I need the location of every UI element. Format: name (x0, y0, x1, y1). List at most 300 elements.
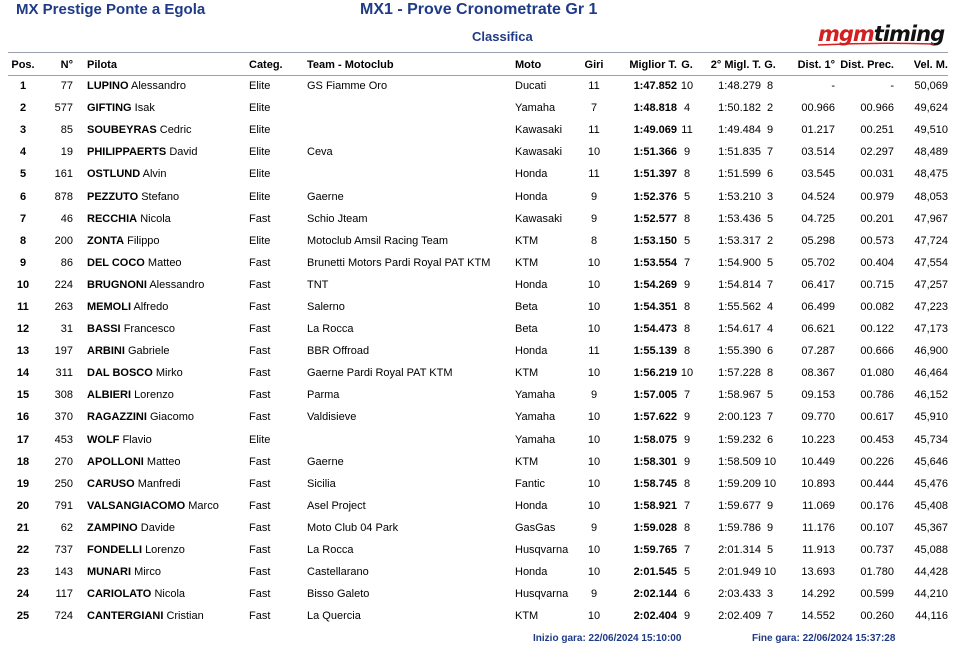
category: Elite (249, 190, 271, 203)
laps: 10 (587, 566, 601, 579)
second-best-time: 2:02.409 (718, 610, 761, 623)
team (307, 119, 515, 141)
rider-name (73, 163, 249, 185)
gap-previous: - (890, 80, 894, 93)
second-best-lap: 8 (766, 80, 774, 93)
team: Moto Club 04 Park (307, 521, 399, 534)
rider-firstname: Alessandro (149, 278, 205, 291)
second-best-lap: 10 (763, 477, 777, 490)
avg-speed: 47,967 (914, 212, 948, 225)
gap-previous: 00.617 (860, 411, 894, 424)
table-row (8, 605, 948, 627)
team: Gaerne Pardi Royal PAT KTM (307, 367, 453, 380)
rider-number: 161 (54, 168, 73, 181)
rider-number: 19 (60, 146, 73, 159)
gap-first: 11.176 (802, 521, 835, 534)
gap-previous: 00.176 (860, 499, 894, 512)
avg-speed: 47,257 (914, 278, 948, 291)
category: Elite (249, 124, 271, 137)
rider-name (73, 97, 249, 119)
table-row (8, 473, 948, 495)
gap-first: 06.417 (801, 278, 835, 291)
best-time: 1:54.473 (633, 323, 677, 336)
second-best-lap: 10 (763, 566, 777, 579)
rider-number: 117 (55, 588, 73, 601)
table-row (8, 296, 948, 318)
rider-number: 263 (54, 300, 73, 313)
rider-surname: CARIOLATO (87, 588, 152, 601)
table-row (8, 208, 948, 230)
rider-firstname: Lorenzo (145, 544, 185, 557)
avg-speed: 47,554 (914, 256, 948, 269)
avg-speed: 45,367 (914, 521, 948, 534)
category: Fast (249, 300, 271, 313)
rider-name (73, 561, 249, 583)
rider-name (73, 517, 249, 539)
laps: 11 (588, 124, 600, 137)
rider-number: 77 (60, 80, 73, 93)
position: 5 (19, 168, 27, 181)
laps: 10 (587, 146, 601, 159)
rider-number: 270 (54, 455, 73, 468)
avg-speed: 48,475 (914, 168, 948, 181)
avg-speed: 48,053 (914, 190, 948, 203)
laps: 10 (587, 433, 601, 446)
rider-surname: VALSANGIACOMO (87, 499, 186, 512)
event-title: MX Prestige Ponte a Egola (16, 1, 206, 18)
best-time: 1:58.075 (633, 433, 677, 446)
gap-first: 05.702 (801, 256, 835, 269)
avg-speed: 46,900 (914, 345, 948, 358)
second-best-lap: 8 (766, 367, 774, 380)
rider-firstname: Matteo (146, 455, 181, 468)
rider-firstname: Matteo (147, 256, 182, 269)
gap-first: 08.367 (801, 367, 835, 380)
table-row (8, 539, 948, 561)
second-best-time: 1:53.317 (718, 234, 761, 247)
bike: KTM (515, 234, 539, 247)
best-time: 1:52.376 (633, 190, 677, 203)
table-row (8, 517, 948, 539)
rider-surname: PHILIPPAERTS (87, 146, 167, 159)
best-time: 1:54.269 (633, 278, 677, 291)
category: Fast (249, 323, 271, 336)
rider-firstname: Gabriele (127, 345, 170, 358)
rider-number: 724 (54, 610, 73, 623)
best-time: 1:59.765 (633, 544, 677, 557)
position: 16 (16, 411, 30, 424)
second-best-lap: 5 (766, 212, 774, 225)
rider-firstname: Cristian (166, 610, 204, 623)
laps: 9 (590, 521, 598, 534)
best-time: 1:55.139 (633, 345, 677, 358)
gap-first: 10.223 (801, 433, 835, 446)
position: 8 (19, 234, 27, 247)
rider-firstname: Filippo (127, 234, 160, 247)
avg-speed: 44,428 (914, 566, 948, 579)
team: Gaerne (307, 455, 344, 468)
second-best-time: 1:54.617 (718, 323, 761, 336)
gap-previous: 00.573 (860, 234, 894, 247)
gap-previous: 00.251 (860, 124, 894, 137)
rider-surname: CARUSO (87, 477, 135, 490)
position: 12 (16, 323, 30, 336)
gap-previous: 00.979 (860, 190, 894, 203)
category: Elite (249, 102, 271, 115)
second-best-lap: 9 (766, 124, 774, 137)
best-lap: 10 (680, 367, 694, 380)
team: Ceva (307, 146, 333, 159)
rider-number: 737 (54, 544, 73, 557)
position: 11 (17, 300, 29, 313)
position: 20 (16, 499, 30, 512)
bike: KTM (515, 610, 539, 623)
col-laps: Giri (584, 59, 604, 71)
best-lap: 9 (683, 278, 691, 291)
table-row (8, 185, 948, 207)
second-best-lap: 3 (766, 190, 774, 203)
best-lap: 5 (683, 190, 691, 203)
rider-number: 46 (60, 212, 73, 225)
rider-firstname: Francesco (123, 323, 176, 336)
gap-first: 05.298 (801, 234, 835, 247)
gap-first: 09.770 (801, 411, 835, 424)
gap-previous: 00.082 (860, 300, 894, 313)
second-best-time: 1:59.232 (718, 433, 761, 446)
second-best-lap: 10 (763, 455, 777, 468)
second-best-time: 2:00.123 (718, 411, 761, 424)
table-row (8, 583, 948, 605)
team: Brunetti Motors Pardi Royal PAT KTM (307, 256, 491, 269)
team (307, 97, 515, 119)
rider-surname: ZAMPINO (87, 521, 138, 534)
gap-previous: 00.226 (860, 455, 894, 468)
gap-previous: 00.966 (860, 102, 894, 115)
gap-first: 06.621 (801, 323, 835, 336)
laps: 10 (587, 300, 601, 313)
team: Schio Jteam (307, 212, 368, 225)
results-table (8, 55, 948, 627)
gap-previous: 00.201 (860, 212, 894, 225)
rider-firstname: Giacomo (149, 411, 194, 424)
rider-surname: LUPINO (87, 80, 129, 93)
laps: 10 (587, 477, 601, 490)
laps: 9 (590, 190, 598, 203)
second-best-time: 1:59.786 (718, 521, 761, 534)
best-lap: 8 (683, 521, 691, 534)
rider-firstname: Marco (188, 499, 219, 512)
laps: 11 (588, 345, 600, 358)
rider-surname: WOLF (87, 433, 120, 446)
gap-first: 11.069 (802, 499, 835, 512)
laps: 10 (587, 455, 601, 468)
rider-name (73, 252, 249, 274)
bike: Kawasaki (515, 212, 563, 225)
bike: Husqvarna (515, 544, 569, 557)
category: Fast (249, 610, 271, 623)
best-time: 1:53.150 (633, 234, 677, 247)
rider-surname: MEMOLI (87, 300, 131, 313)
second-best-time: 2:03.433 (718, 588, 761, 601)
best-lap: 7 (683, 499, 691, 512)
laps: 8 (590, 234, 598, 247)
gap-previous: 00.404 (860, 256, 894, 269)
table-row (8, 451, 948, 473)
col-number: N° (60, 59, 73, 71)
laps: 9 (590, 588, 598, 601)
category: Fast (249, 278, 271, 291)
col-best-time: Miglior T. (629, 59, 677, 71)
second-best-time: 1:57.228 (718, 367, 761, 380)
rider-firstname: Cedric (159, 124, 192, 137)
bike: Husqvarna (515, 588, 569, 601)
avg-speed: 44,210 (914, 588, 948, 601)
gap-previous: 00.122 (860, 323, 894, 336)
category: Fast (249, 389, 271, 402)
rider-name (73, 539, 249, 561)
gap-first: 14.292 (801, 588, 835, 601)
table-row (8, 252, 948, 274)
position: 17 (16, 433, 30, 446)
rider-number: 86 (60, 256, 73, 269)
bike: Yamaha (515, 433, 556, 446)
best-lap: 8 (683, 477, 691, 490)
second-best-lap: 7 (766, 610, 774, 623)
gap-first: - (831, 80, 835, 93)
header-top-rule (8, 52, 948, 53)
col-best-lap: G. (681, 59, 693, 71)
rider-surname: RECCHIA (87, 212, 138, 225)
rider-surname: OSTLUND (87, 168, 141, 181)
team: Castellarano (307, 566, 369, 579)
best-time: 1:59.028 (633, 521, 677, 534)
position: 19 (16, 477, 30, 490)
second-best-lap: 4 (766, 323, 774, 336)
rider-number: 453 (54, 433, 73, 446)
laps: 10 (587, 323, 601, 336)
second-best-time: 1:54.814 (718, 278, 761, 291)
gap-first: 04.725 (801, 212, 835, 225)
logo-part-2: timing (873, 22, 945, 46)
category: Elite (249, 146, 271, 159)
table-row (8, 75, 948, 97)
category: Fast (249, 499, 271, 512)
bike: Kawasaki (515, 146, 563, 159)
col-gap-previous: Dist. Prec. (840, 59, 894, 71)
category: Fast (249, 477, 271, 490)
best-time: 1:54.351 (633, 300, 677, 313)
category: Fast (249, 521, 271, 534)
laps: 11 (588, 80, 600, 93)
second-best-time: 1:55.562 (718, 300, 761, 313)
table-row (8, 97, 948, 119)
avg-speed: 48,489 (914, 146, 948, 159)
session-title: MX1 - Prove Cronometrate Gr 1 (360, 1, 598, 18)
bike: Honda (515, 190, 548, 203)
bike: Fantic (515, 477, 545, 490)
rider-number: 370 (54, 411, 73, 424)
rider-firstname: Alvin (142, 168, 167, 181)
avg-speed: 49,510 (914, 124, 948, 137)
bike: Yamaha (515, 411, 556, 424)
table-row (8, 230, 948, 252)
rider-number: 224 (54, 278, 73, 291)
team (307, 429, 515, 451)
position: 7 (19, 212, 27, 225)
table-row (8, 429, 948, 451)
second-best-lap: 6 (766, 433, 774, 446)
gap-previous: 00.444 (860, 477, 894, 490)
position: 3 (19, 124, 27, 137)
category: Elite (249, 80, 271, 93)
gap-first: 09.153 (801, 389, 835, 402)
bike: Kawasaki (515, 124, 563, 137)
position: 2 (19, 102, 27, 115)
rider-name (73, 384, 249, 406)
rider-number: 197 (54, 345, 73, 358)
rider-surname: BRUGNONI (87, 278, 147, 291)
gap-first: 10.449 (801, 455, 835, 468)
team: Gaerne (307, 190, 344, 203)
rider-number: 31 (60, 323, 73, 336)
second-best-lap: 9 (766, 521, 774, 534)
table-row (8, 318, 948, 340)
bike: KTM (515, 455, 539, 468)
best-time: 2:02.404 (633, 610, 677, 623)
table-row (8, 362, 948, 384)
bike: Honda (515, 278, 548, 291)
best-lap: 10 (680, 80, 694, 93)
rider-surname: GIFTING (87, 102, 132, 115)
col-second-best-lap: G. (764, 59, 776, 71)
rider-name (73, 318, 249, 340)
position: 18 (16, 455, 30, 468)
laps: 9 (590, 212, 598, 225)
second-best-time: 2:01.949 (718, 566, 761, 579)
second-best-lap: 9 (766, 499, 774, 512)
category: Elite (249, 168, 271, 181)
team: La Quercia (307, 610, 361, 623)
second-best-time: 1:55.390 (718, 345, 761, 358)
logo-swoosh (816, 42, 936, 46)
gap-first: 03.514 (801, 146, 835, 159)
laps: 10 (587, 544, 601, 557)
table-row (8, 340, 948, 362)
second-best-time: 1:53.210 (718, 190, 761, 203)
laps: 11 (588, 168, 600, 181)
table-row (8, 274, 948, 296)
rider-name (73, 495, 249, 517)
laps: 10 (587, 367, 601, 380)
rider-name (73, 274, 249, 296)
best-time: 1:49.069 (633, 124, 677, 137)
position: 4 (19, 146, 27, 159)
rider-firstname: Manfredi (137, 477, 181, 490)
second-best-lap: 5 (766, 544, 774, 557)
rider-surname: ALBIERI (87, 389, 131, 402)
rider-surname: BASSI (87, 323, 121, 336)
rider-surname: SOUBEYRAS (87, 124, 157, 137)
rider-name (73, 119, 249, 141)
results-body (8, 75, 948, 627)
gap-previous: 00.031 (860, 168, 894, 181)
second-best-time: 1:58.967 (718, 389, 761, 402)
gap-first: 07.287 (801, 345, 835, 358)
bike: Honda (515, 566, 548, 579)
avg-speed: 45,646 (914, 455, 948, 468)
avg-speed: 44,116 (915, 610, 948, 623)
gap-previous: 00.453 (860, 433, 894, 446)
laps: 9 (590, 389, 598, 402)
best-time: 1:51.397 (633, 168, 677, 181)
bike: KTM (515, 256, 539, 269)
position: 21 (16, 521, 30, 534)
position: 14 (16, 367, 30, 380)
position: 6 (19, 190, 27, 203)
category: Fast (249, 455, 271, 468)
col-avg-speed: Vel. M. (913, 59, 948, 71)
avg-speed: 45,734 (914, 433, 948, 446)
gap-previous: 00.715 (860, 278, 894, 291)
laps: 10 (587, 256, 601, 269)
best-lap: 7 (683, 256, 691, 269)
rider-name (73, 406, 249, 428)
team: La Rocca (307, 544, 354, 557)
laps: 10 (587, 499, 601, 512)
col-rider: Pilota (87, 59, 117, 71)
avg-speed: 47,223 (914, 300, 948, 313)
gap-first: 10.893 (801, 477, 835, 490)
table-row (8, 119, 948, 141)
table-header-row (8, 55, 948, 75)
gap-previous: 00.260 (860, 610, 894, 623)
gap-previous: 01.780 (860, 566, 894, 579)
rider-firstname: Alessandro (131, 80, 187, 93)
logo-part-1: mgm (818, 22, 874, 46)
bike: Beta (515, 300, 538, 313)
second-best-lap: 2 (766, 102, 774, 115)
avg-speed: 47,173 (914, 323, 948, 336)
second-best-time: 2:01.314 (718, 544, 761, 557)
bike: Honda (515, 499, 548, 512)
gap-first: 11.913 (802, 544, 835, 557)
best-lap: 9 (683, 610, 691, 623)
category: Fast (249, 544, 271, 557)
rider-surname: CANTERGIANI (87, 610, 164, 623)
bike: KTM (515, 367, 539, 380)
rider-surname: RAGAZZINI (87, 411, 147, 424)
rider-number: 878 (54, 190, 73, 203)
rider-number: 143 (54, 566, 73, 579)
rider-surname: FONDELLI (87, 544, 142, 557)
rider-number: 85 (60, 124, 73, 137)
best-time: 1:52.577 (633, 212, 677, 225)
best-time: 1:53.554 (633, 256, 677, 269)
race-start-time: Inizio gara: 22/06/2024 15:10:00 (533, 633, 682, 644)
col-pos: Pos. (11, 59, 35, 71)
position: 15 (16, 389, 30, 402)
best-lap: 4 (683, 102, 691, 115)
best-lap: 9 (683, 411, 691, 424)
rider-firstname: Nicola (154, 588, 186, 601)
second-best-lap: 5 (766, 389, 774, 402)
second-best-time: 1:51.835 (718, 146, 761, 159)
rider-number: 311 (55, 367, 73, 380)
classification-subtitle: Classifica (472, 29, 533, 44)
avg-speed: 49,624 (914, 102, 948, 115)
second-best-time: 1:58.509 (718, 455, 761, 468)
gap-previous: 00.786 (860, 389, 894, 402)
